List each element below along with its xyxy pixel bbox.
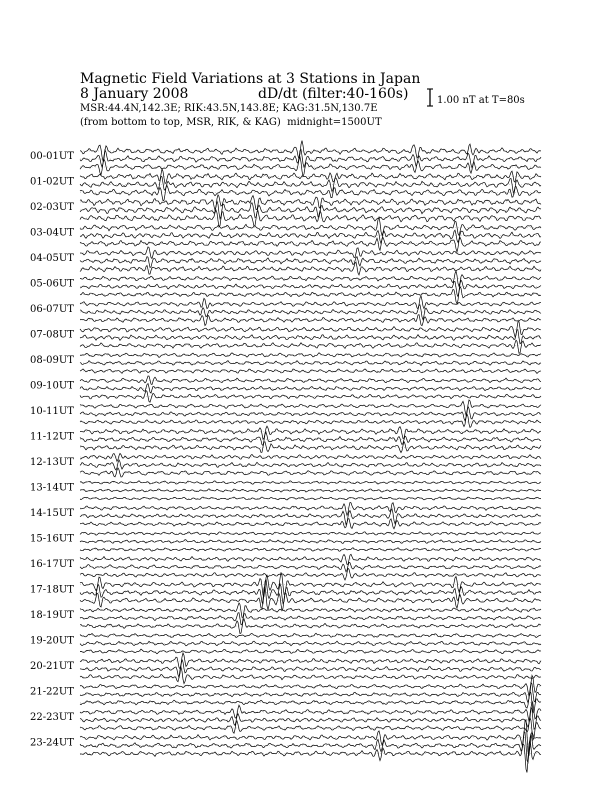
station-trace xyxy=(80,186,541,201)
hour-label: 07-08UT xyxy=(30,329,74,341)
hour-row xyxy=(30,169,541,201)
hour-label: 03-04UT xyxy=(30,227,74,239)
station-trace xyxy=(80,296,541,309)
station-trace xyxy=(80,481,541,484)
hourly-rows xyxy=(30,141,541,773)
hour-row xyxy=(30,141,541,177)
station-trace xyxy=(80,489,541,492)
hour-label: 17-18UT xyxy=(30,584,74,596)
station-trace xyxy=(80,432,541,445)
hour-row xyxy=(30,572,541,610)
station-trace xyxy=(80,532,541,536)
station-trace xyxy=(80,720,541,756)
station-trace xyxy=(80,579,541,604)
station-trace xyxy=(80,519,541,529)
station-trace xyxy=(80,562,541,571)
hour-row xyxy=(30,217,541,252)
station-trace xyxy=(80,739,541,772)
station-trace xyxy=(80,509,541,524)
hour-row xyxy=(30,400,541,428)
station-trace xyxy=(80,718,541,740)
hour-label: 20-21UT xyxy=(30,661,74,672)
hour-label: 10-11UT xyxy=(30,406,74,417)
hour-row xyxy=(30,720,541,773)
station-trace xyxy=(80,353,541,358)
station-trace xyxy=(80,426,541,439)
hour-row xyxy=(30,322,541,354)
station-trace xyxy=(80,732,541,763)
hour-row xyxy=(30,426,541,452)
hour-label: 21-22UT xyxy=(30,686,74,698)
station-trace xyxy=(80,400,541,415)
hour-row xyxy=(30,701,541,740)
station-trace xyxy=(80,407,541,421)
hour-label: 00-01UT xyxy=(30,151,74,162)
hour-row xyxy=(30,532,541,552)
hour-label: 14-15UT xyxy=(30,508,74,519)
hour-row xyxy=(30,247,541,275)
hour-label: 22-23UT xyxy=(30,712,74,723)
station-trace xyxy=(80,540,541,544)
hour-row xyxy=(30,481,541,500)
station-trace xyxy=(80,468,541,477)
station-trace xyxy=(80,649,541,654)
station-trace xyxy=(80,414,541,427)
station-trace xyxy=(80,613,541,625)
station-trace xyxy=(80,210,541,227)
station-trace xyxy=(80,683,541,703)
hour-label: 02-03UT xyxy=(30,202,74,213)
station-trace xyxy=(80,322,541,337)
filter-label: dD/dt (filter:40-160s) xyxy=(258,86,409,102)
hour-label: 11-12UT xyxy=(30,431,74,443)
hour-label: 16-17UT xyxy=(30,559,74,570)
hour-label: 01-02UT xyxy=(30,176,74,188)
station-trace xyxy=(80,568,541,580)
scale-bar xyxy=(427,89,433,106)
station-trace xyxy=(80,369,541,374)
hour-label: 06-07UT xyxy=(30,304,74,315)
station-trace xyxy=(80,453,541,461)
hour-row xyxy=(30,603,541,634)
hour-row xyxy=(30,296,541,326)
hour-row xyxy=(30,195,541,227)
hour-row xyxy=(30,453,541,477)
hour-label: 12-13UT xyxy=(30,457,74,468)
station-trace xyxy=(80,195,541,210)
station-trace xyxy=(80,603,541,618)
station-trace xyxy=(80,305,541,320)
station-trace xyxy=(80,384,541,393)
hour-row xyxy=(30,633,541,654)
hour-label: 18-19UT xyxy=(30,610,74,621)
hour-row xyxy=(30,554,541,580)
hour-row xyxy=(30,675,541,712)
station-trace xyxy=(80,376,541,385)
hour-label: 04-05UT xyxy=(30,253,74,264)
station-trace xyxy=(80,340,541,353)
station-trace xyxy=(80,287,541,304)
station-trace xyxy=(80,619,541,634)
hour-label: 13-14UT xyxy=(30,482,74,494)
hour-row xyxy=(30,653,541,684)
station-trace xyxy=(80,257,541,268)
hour-label: 09-10UT xyxy=(30,380,74,392)
station-trace xyxy=(80,554,541,564)
order-note-text: (from bottom to top, MSR, RIK, & KAG) xyxy=(80,117,281,128)
hour-row xyxy=(30,271,541,304)
hour-row xyxy=(30,353,541,374)
hour-label: 08-09UT xyxy=(30,355,74,366)
station-trace xyxy=(80,247,541,259)
station-trace xyxy=(80,442,541,453)
station-trace xyxy=(80,586,541,611)
hour-label: 19-20UT xyxy=(30,635,74,647)
date-label: 8 January 2008 xyxy=(80,86,189,102)
hour-row xyxy=(30,502,541,528)
station-coordinates: MSR:44.4N,142.3E; RIK:43.5N,143.8E; KAG:31.5N,130.7E xyxy=(80,103,378,114)
midnight-note: midnight=1500UT xyxy=(287,117,382,128)
chart-title: Magnetic Field Variations at 3 Stations in Japan xyxy=(80,71,421,87)
hour-label: 23-24UT xyxy=(30,737,74,749)
hour-label: 15-16UT xyxy=(30,533,74,545)
hour-row xyxy=(30,376,541,402)
station-trace xyxy=(80,502,541,515)
scale-bar-label: 1.00 nT at T=80s xyxy=(437,95,525,106)
hour-label: 05-06UT xyxy=(30,278,74,290)
